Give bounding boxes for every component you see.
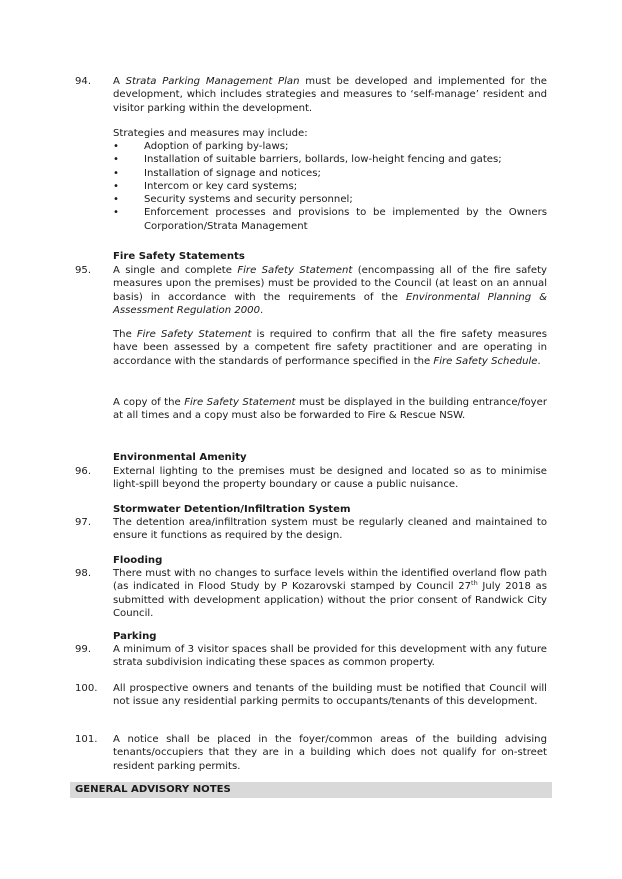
list-item: • Adoption of parking by-laws; (113, 141, 289, 152)
section-header-general-advisory-notes (70, 782, 552, 798)
condition-number: 94. (75, 76, 92, 87)
condition-text: There must with no changes to surface levels within the identified overland flow path (as indicated in Flood Study by P Kozarovski stamped by Council 27th July 2018 as submitted with development application) without the prior consent of Randwick City Council. (113, 568, 548, 619)
condition-number: 96. (75, 466, 92, 477)
condition-number: 99. (75, 644, 92, 655)
condition-number: 100. (75, 683, 98, 694)
condition-text: External lighting to the premises must be designed and located so as to minimise light-spill beyond the property boundary or cause a public nuisance. (113, 466, 547, 491)
fire-safety-para-3: A copy of the Fire Safety Statement must be displayed in the building entrance/foyer at all times and a copy must also be forwarded to Fire & Rescue NSW. (113, 397, 548, 422)
condition-98 (75, 567, 547, 620)
heading-parking: Parking (113, 631, 157, 642)
condition-number: 101. (75, 734, 98, 745)
condition-number: 97. (75, 517, 92, 528)
condition-95 (75, 264, 547, 317)
list-item: • Installation of signage and notices; (113, 167, 321, 179)
condition-text: A Strata Parking Management Plan must be developed and implemented for the development, which includes strategies and measures to ‘self-manage’ resident and visitor parking within the development. (113, 76, 547, 114)
heading-flooding: Flooding (113, 555, 163, 566)
condition-number: 98. (75, 568, 92, 579)
condition-97 (75, 516, 547, 543)
condition-text: A notice shall be placed in the foyer/common areas of the building advising tenants/occupiers that they are in a building which does not qualify for on-street resident parking permits. (113, 734, 547, 772)
condition-94 (75, 75, 547, 115)
list-item: • Enforcement processes and provisions to be implemented by the Owners Corporation/Strata Management (113, 207, 547, 232)
condition-96 (75, 465, 547, 492)
condition-text: A minimum of 3 visitor spaces shall be provided for this development with any future strata subdivision indicating these spaces as common property. (113, 644, 547, 669)
heading-fire-safety: Fire Safety Statements (113, 251, 245, 262)
condition-text: The detention area/infiltration system must be regularly cleaned and maintained to ensure it functions as required by the design. (113, 517, 547, 542)
condition-99 (75, 643, 547, 670)
strategies-list (113, 140, 547, 233)
condition-100 (75, 682, 547, 709)
strategies-intro: Strategies and measures may include: (113, 128, 308, 139)
condition-101 (75, 733, 547, 773)
list-item: • Security systems and security personnel; (113, 194, 353, 206)
heading-stormwater: Stormwater Detention/Infiltration System (113, 504, 351, 515)
list-item: • Intercom or key card systems; (113, 180, 298, 192)
heading-environmental-amenity: Environmental Amenity (113, 452, 247, 463)
condition-text: All prospective owners and tenants of the building must be notified that Council will not issue any residential parking permits to occupants/tenants of this development. (113, 683, 547, 708)
list-item: • Installation of suitable barriers, bollards, low-height fencing and gates; (113, 154, 502, 166)
condition-number: 95. (75, 265, 92, 276)
section-header-label: GENERAL ADVISORY NOTES (75, 784, 231, 795)
condition-text: A single and complete Fire Safety Statement (encompassing all of the fire safety measures upon the premises) must be provided to the Council (at least on an annual basis) in accordance with the requirements of the Environmental Planning & Assessment Regulation 2000. (113, 265, 548, 316)
fire-safety-para-2: The Fire Safety Statement is required to confirm that all the fire safety measures have been assessed by a competent fire safety practitioner and are operating in accordance with the standards of performance specified in the Fire Safety Schedule. (113, 329, 547, 367)
